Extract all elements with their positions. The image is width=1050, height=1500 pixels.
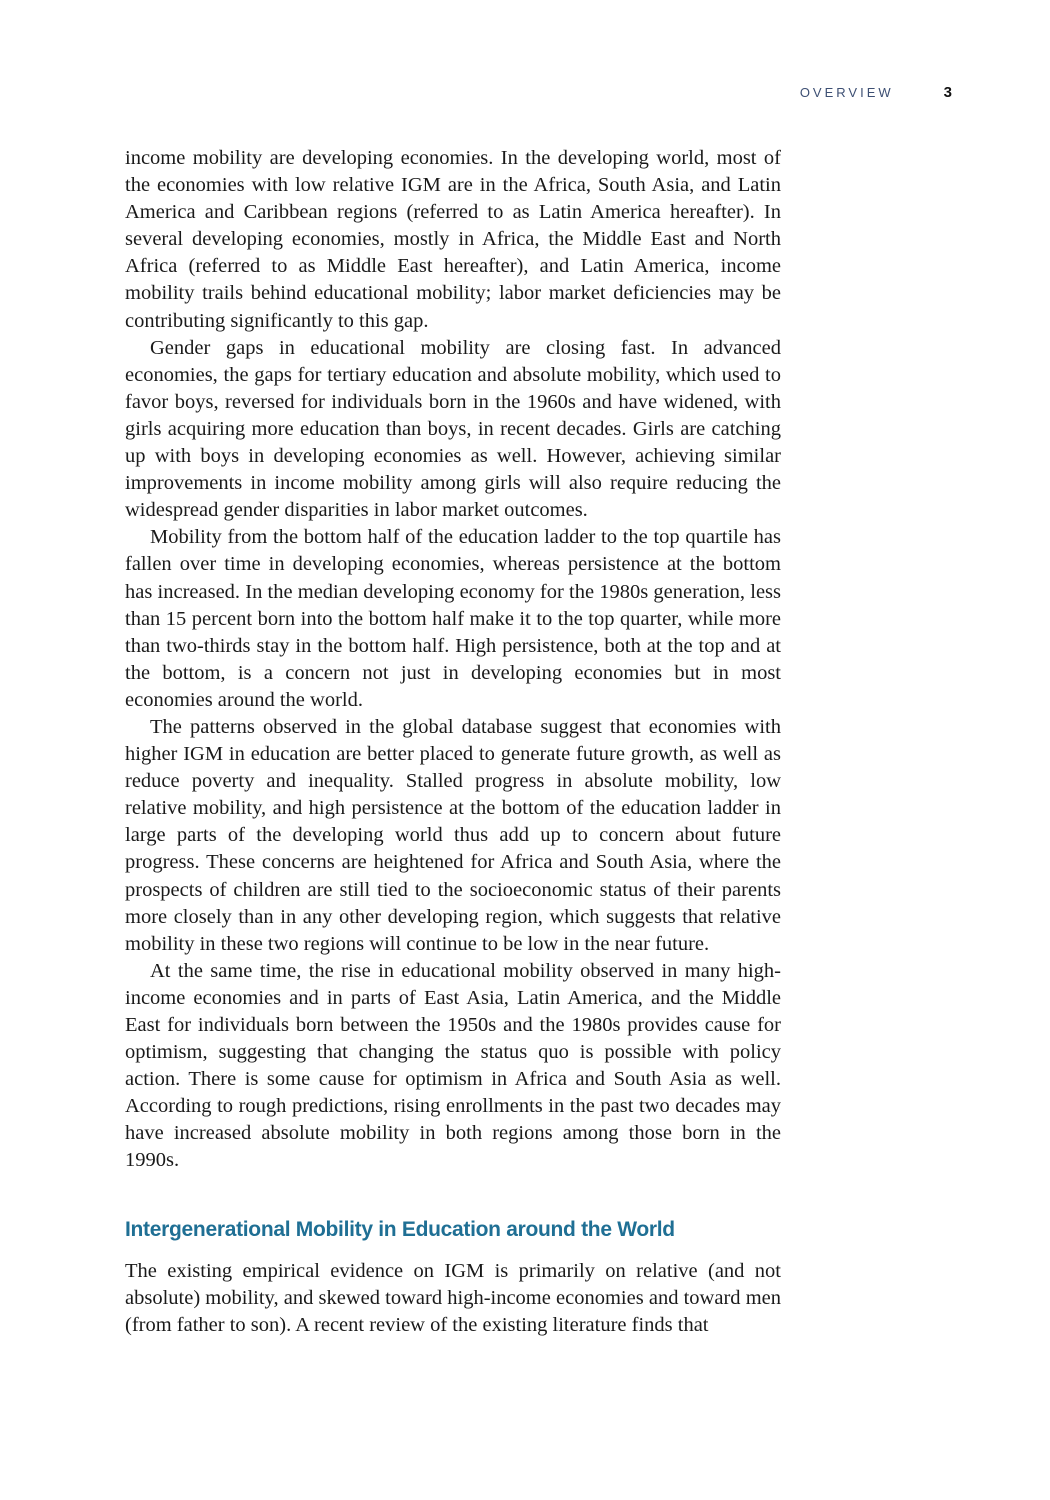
paragraph-mobility-bottom-half: Mobility from the bottom half of the education ladder to the top quartile has fallen over time in developing economies, whereas persistence at the bottom has increased. In the median developing economy for the 1980s generation, less than 15 percent born into the bottom half make it to the top quarter, while more than two-thirds stay in the bottom half. High persistence, both at the top and at the bottom, is a concern not just in developing economies but in most economies around the world. (125, 526, 781, 711)
paragraph-existing-evidence: The existing empirical evidence on IGM is primarily on relative (and not absolute) mobility, and skewed toward high-income economies and toward men (from father to son). A recent review of the existing literature finds that (125, 1259, 781, 1336)
paragraph-optimism: At the same time, the rise in educational mobility observed in many high-income economies and in parts of East Asia, Latin America, and the Middle East for individuals born between the 1950s and the 1980s provides cause for optimism, suggesting that changing the status quo is possible with policy action. There is some cause for optimism in Africa and South Asia as well. According to rough predictions, rising enrollments in the past two decades may have increased absolute mobility in both regions among those born in the 1990s. (125, 959, 781, 1172)
page-number: 3 (943, 84, 952, 101)
section-heading: Intergenerational Mobility in Education around the World (125, 1217, 675, 1241)
paragraph-continued: income mobility are developing economies. In the developing world, most of the economies with low relative IGM are in the Africa, South Asia, and Latin America and Caribbean regions (referred to as Latin America hereafter). In several developing economies, mostly in Africa, the Middle East and North Africa (referred to as Middle East hereafter), and Latin America, income mobility trails behind educational mobility; labor market deficiencies may be contributing significantly to this gap. (125, 147, 781, 332)
running-head-section: OVERVIEW (799, 85, 894, 100)
body-text (125, 145, 781, 1339)
paragraph-global-database: The patterns observed in the global database suggest that economies with higher IGM in education are better placed to generate future growth, as well as reduce poverty and inequality. Stalled progress in absolute mobility, low relative mobility, and high persistence at the bottom of the education ladder in large parts of the developing world thus add up to concern about future progress. These concerns are heightened for Africa and South Asia, where the prospects of children are still tied to the socioeconomic status of their parents more closely than in any other developing region, which suggests that relative mobility in these two regions will continue to be low in the near future. (125, 715, 781, 955)
running-head (700, 84, 952, 101)
paragraph-gender-gaps: Gender gaps in educational mobility are closing fast. In advanced economies, the gaps for tertiary education and absolute mobility, which used to favor boys, reversed for individuals born in the 1960s and have widened, with girls acquiring more education than boys, in recent decades. Girls are catching up with boys in developing economies as well. However, achieving similar improvements in income mobility among girls will also require reducing the widespread gender disparities in labor market outcomes. (125, 336, 781, 522)
